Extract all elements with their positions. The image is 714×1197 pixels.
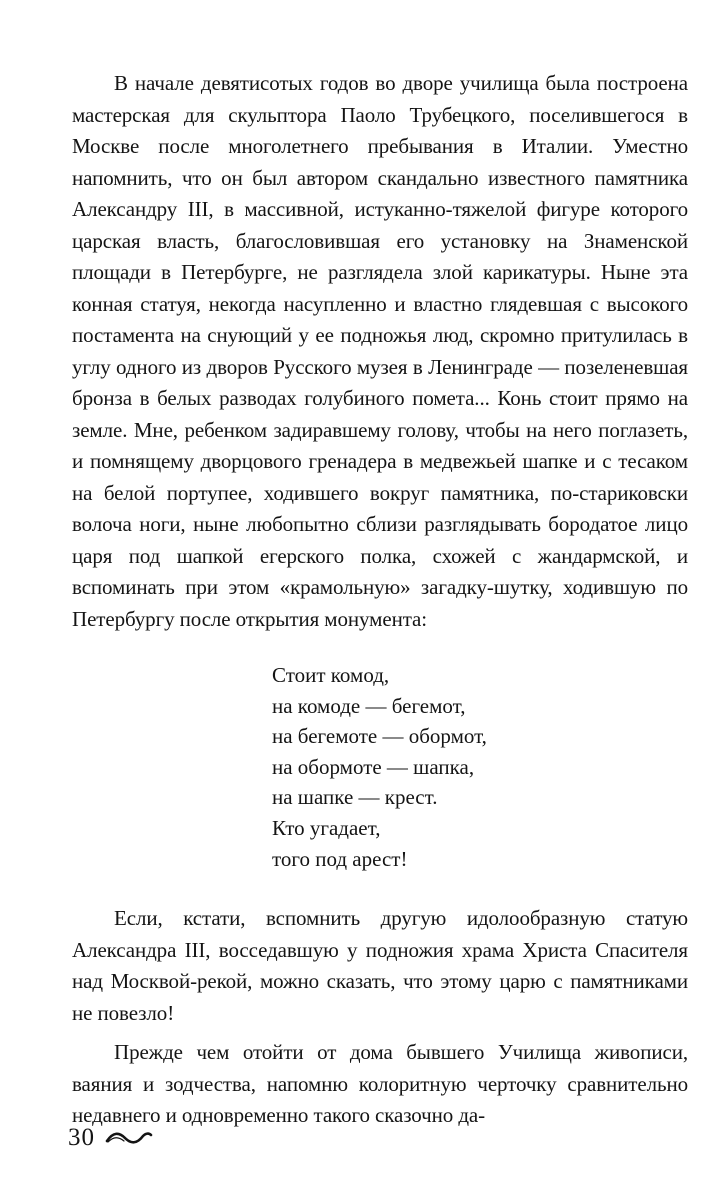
poem-line: на бегемоте — обормот, <box>272 724 487 749</box>
paragraph-school-anecdote: Прежде чем отойти от дома бывшего Училища живописи, ваяния и зодчества, напомню колоритную черточку сравнительно недавнего и одновременно такого сказочно да- <box>72 1040 688 1128</box>
page-content <box>72 68 688 1132</box>
swash-ornament-icon <box>105 1129 153 1147</box>
poem-line: Стоит комод, <box>272 663 390 687</box>
poem-line: на шапке — крест. <box>272 785 438 810</box>
poem-line: на комоде — бегемот, <box>272 693 466 718</box>
paragraph-second-statue: Если, кстати, вспомнить другую идолообразную статую Александра III, восседавшую у подножия храма Христа Спасителя над Москвой-рекой, можно сказать, что этому царю с памятниками не повезло! <box>72 906 688 1025</box>
page-number: 30 <box>68 1124 95 1151</box>
poem-riddle <box>272 660 688 874</box>
paragraph-trubetskoy-statue: В начале девятисотых годов во дворе училища была построена мастерская для скульптора Паоло Трубецкого, поселившегося в Москве после многолетнего пребывания в Италии. Уместно напомнить, что он был автором скандально известного памятника Александру III, в массивной, истуканно-тяжелой фигуре которого царская власть, благословившая его установку на Знаменской площади в Петербурге, не разглядела злой карикатуры. Ныне эта конная статуя, некогда насупленно и властно глядевшая с высокого постамента на снующий у ее подножья люд, скромно притулилась в углу одного из дворов Русского музея в Ленинграде — позеленевшая бронза в белых разводах голубиного помета... Конь стоит прямо на земле. Мне, ребенком задиравшему голову, чтобы на него поглазеть, и помнящему дворцового гренадера в медвежьей шапке и с тесаком на белой портупее, ходившего вокруг памятника, по-стариковски волоча ноги, ныне любопытно сблизи разглядывать бородатое лицо царя под шапкой егерского полка, схожей с жандармской, и вспоминать при этом «крамольную» загадку-шутку, ходившую по Петербургу после открытия монумента: <box>72 71 688 631</box>
poem-line: того под арест! <box>272 846 408 871</box>
poem-line: Кто угадает, <box>272 815 381 840</box>
poem-line: на обормоте — шапка, <box>272 754 475 779</box>
page-footer <box>68 1118 153 1158</box>
